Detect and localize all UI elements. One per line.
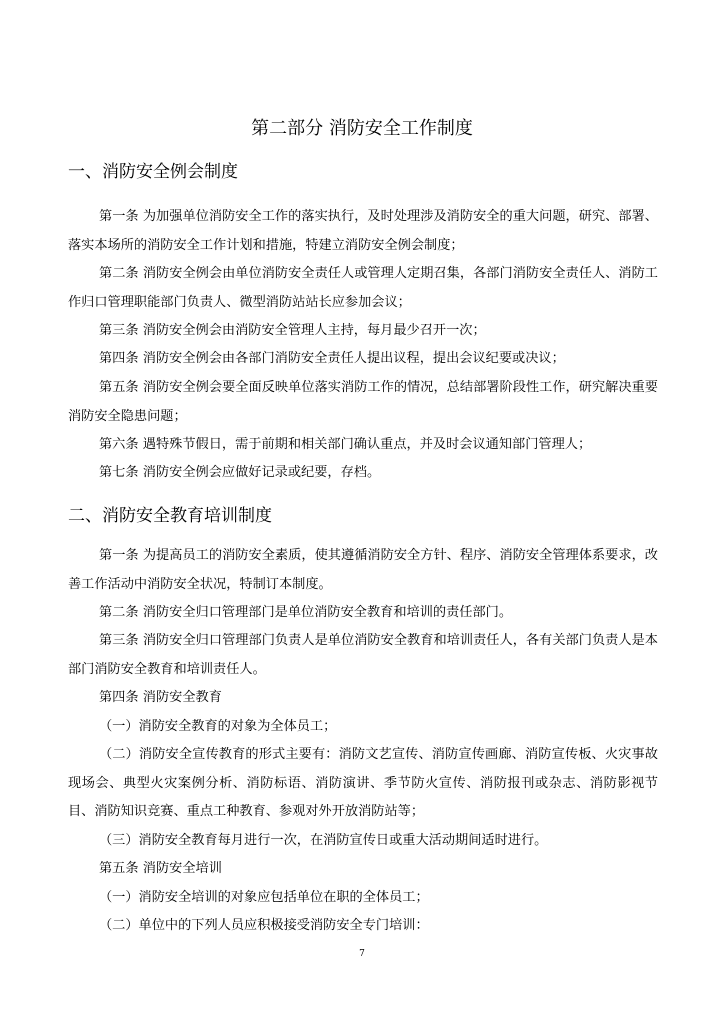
paragraph: 第四条 消防安全教育	[99, 690, 222, 705]
section-heading-fire-training: 二、消防安全教育培训制度	[68, 506, 272, 526]
paragraph: 第五条 消防安全例会要全面反映单位落实消防工作的情况，总结部署阶段性工作，研究解决重要消防安全隐患问题；	[68, 380, 658, 424]
paragraph: 第一条 为提高员工的消防安全素质，使其遵循消防安全方针、程序、消防安全管理体系要求，改善工作活动中消防安全状况，特制订本制度。	[68, 548, 658, 592]
paragraph: （一）消防安全培训的对象应包括单位在职的全体员工；	[99, 890, 429, 905]
paragraph: （二）单位中的下列人员应积极接受消防安全专门培训：	[99, 918, 429, 933]
page-title: 第二部分 消防安全工作制度	[251, 118, 473, 139]
paragraph: 第四条 消防安全例会由各部门消防安全责任人提出议程，提出会议纪要或决议；	[99, 351, 565, 366]
paragraph: 第三条 消防安全例会由消防安全管理人主持，每月最少召开一次；	[99, 323, 486, 338]
paragraph: （三）消防安全教育每月进行一次，在消防宣传日或重大活动期间适时进行。	[99, 833, 548, 848]
paragraph: （一）消防安全教育的对象为全体员工；	[99, 719, 337, 734]
page-number: 7	[359, 949, 365, 959]
paragraph: （二）消防安全宣传教育的形式主要有：消防文艺宣传、消防宣传画廊、消防宣传板、火灾事故现场会、典型火灾案例分析、消防标语、消防演讲、季节防火宣传、消防报刊或杂志、消防影视节目、消防知识竞赛、重点工种教育、参观对外开放消防站等；	[68, 747, 658, 819]
paragraph: 第六条 遇特殊节假日，需于前期和相关部门确认重点，并及时会议通知部门管理人；	[99, 437, 592, 452]
section-heading-fire-meeting: 一、消防安全例会制度	[68, 162, 238, 182]
paragraph: 第一条 为加强单位消防安全工作的落实执行，及时处理涉及消防安全的重大问题，研究、部署、落实本场所的消防安全工作计划和措施，特建立消防安全例会制度；	[68, 209, 658, 253]
paragraph: 第二条 消防安全归口管理部门是单位消防安全教育和培训的责任部门。	[99, 605, 513, 620]
paragraph: 第五条 消防安全培训	[99, 861, 222, 876]
paragraph: 第三条 消防安全归口管理部门负责人是单位消防安全教育和培训责任人，各有关部门负责人是本部门消防安全教育和培训责任人。	[68, 633, 658, 677]
paragraph: 第二条 消防安全例会由单位消防安全责任人或管理人定期召集，各部门消防安全责任人、消防工作归口管理职能部门负责人、微型消防站站长应参加会议；	[68, 266, 658, 310]
paragraph: 第七条 消防安全例会应做好记录或纪要，存档。	[99, 465, 381, 480]
